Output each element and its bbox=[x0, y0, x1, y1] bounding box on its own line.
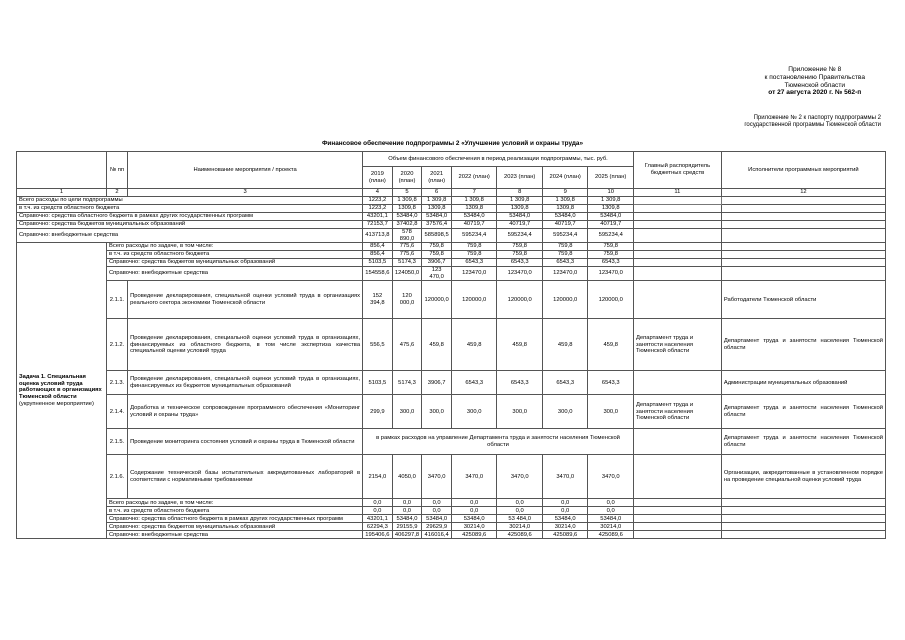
task-total-label: Справочно: средства бюджетов муниципальных образований bbox=[106, 523, 362, 531]
summary-value: 1309,8 bbox=[451, 205, 497, 213]
col-number: 5 bbox=[392, 189, 422, 197]
executor-cell bbox=[721, 197, 885, 205]
task-summary-row bbox=[17, 251, 886, 259]
summary-value: 37402,8 bbox=[392, 221, 422, 229]
task-total-value: 53484,0 bbox=[588, 515, 634, 523]
activity-value: 459,8 bbox=[422, 319, 452, 371]
summary-value: 1 309,8 bbox=[497, 197, 543, 205]
task-total-value: 0,0 bbox=[451, 507, 497, 515]
activity-executor: Администрации муниципальных образований bbox=[721, 371, 885, 395]
task-total-value: 425089,6 bbox=[451, 531, 497, 539]
summary-label: в т.ч. из средств областного бюджета bbox=[17, 205, 363, 213]
summary-value: 1223,2 bbox=[363, 197, 393, 205]
col-number: 9 bbox=[542, 189, 588, 197]
task-total-row bbox=[17, 523, 886, 531]
activity-value: 556,5 bbox=[363, 319, 393, 371]
task-total-value: 425089,6 bbox=[542, 531, 588, 539]
executor-cell bbox=[721, 213, 885, 221]
manager-cell bbox=[633, 221, 721, 229]
task-summary-value: 759,8 bbox=[451, 251, 497, 259]
task-total-value: 53484,0 bbox=[542, 515, 588, 523]
task-total-value: 0,0 bbox=[422, 499, 452, 507]
task-total-value: 30214,0 bbox=[588, 523, 634, 531]
manager-cell bbox=[633, 267, 721, 281]
summary-rows bbox=[17, 197, 886, 243]
task-summary-value: 6543,3 bbox=[588, 259, 634, 267]
task-summary-value: 5174,3 bbox=[392, 259, 422, 267]
passport-line1: Приложение № 2 к паспорту подпрограммы 2 bbox=[753, 115, 881, 121]
document-title: Финансовое обеспечение подпрограммы 2 «Улучшение условий и охраны труда» bbox=[321, 140, 584, 147]
header-volume: Объем финансового обеспечения в период реализации подпрограммы, тыс. руб. bbox=[363, 152, 634, 167]
executor-cell bbox=[721, 205, 885, 213]
summary-value: 53484,0 bbox=[392, 213, 422, 221]
activity-value: 459,8 bbox=[542, 319, 588, 371]
task-summary-label: Справочно: средства бюджетов муниципальных образований bbox=[106, 259, 362, 267]
task-total-value: 0,0 bbox=[422, 507, 452, 515]
task-rows bbox=[17, 243, 886, 539]
manager-cell bbox=[633, 243, 721, 251]
summary-value: 595234,4 bbox=[588, 229, 634, 243]
header-year: 2025 (план) bbox=[588, 167, 634, 189]
header-year: 2019 (план) bbox=[363, 167, 393, 189]
activity-name: Содержание технической базы испытательных аккредитованных лабораторий в соответствии с нормативными требованиями bbox=[128, 455, 363, 499]
task-total-value: 30214,0 bbox=[497, 523, 543, 531]
summary-label: Справочно: средства бюджетов муниципальных образований bbox=[17, 221, 363, 229]
activity-name: Проведение мониторинга состояния условий и охраны труда в Тюменской области bbox=[128, 429, 363, 455]
summary-value: 595234,4 bbox=[497, 229, 543, 243]
activity-executor: Организации, аккредитованные в установленном порядке на проведение специальной оценки условий труда bbox=[721, 455, 885, 499]
activity-value: 300,0 bbox=[392, 395, 422, 429]
task-total-value: 53484,0 bbox=[451, 515, 497, 523]
manager-cell bbox=[633, 229, 721, 243]
activity-executor: Департамент труда и занятости населения Тюменской области bbox=[721, 395, 885, 429]
task-total-value: 406297,8 bbox=[392, 531, 422, 539]
activity-value: 120000,0 bbox=[422, 281, 452, 319]
task-summary-value: 6543,3 bbox=[497, 259, 543, 267]
task-total-value: 0,0 bbox=[542, 507, 588, 515]
summary-value: 53484,0 bbox=[542, 213, 588, 221]
task-summary-value: 759,8 bbox=[588, 243, 634, 251]
task-title: Задача 1. Специальная оценка условий труда работающих в организациях Тюменской области bbox=[19, 374, 102, 401]
task-summary-value: 759,8 bbox=[588, 251, 634, 259]
task-total-row bbox=[17, 515, 886, 523]
appendix-region: Тюменской области bbox=[784, 81, 846, 89]
col-number: 3 bbox=[128, 189, 363, 197]
summary-value: 578 890,0 bbox=[392, 229, 422, 243]
header-year: 2024 (план) bbox=[542, 167, 588, 189]
task-total-value: 30214,0 bbox=[451, 523, 497, 531]
summary-value: 1309,8 bbox=[588, 205, 634, 213]
task-total-value: 0,0 bbox=[588, 507, 634, 515]
task-summary-value: 759,8 bbox=[497, 243, 543, 251]
executor-cell bbox=[721, 523, 885, 531]
task-total-value: 0,0 bbox=[451, 499, 497, 507]
header-blank bbox=[17, 152, 107, 189]
task-total-label: в т.ч. из средств областного бюджета bbox=[106, 507, 362, 515]
task-summary-row bbox=[17, 259, 886, 267]
manager-cell bbox=[633, 515, 721, 523]
task-summary-value: 775,6 bbox=[392, 243, 422, 251]
task-total-value: 0,0 bbox=[588, 499, 634, 507]
task-summary-label: Справочно: внебюджетные средства bbox=[106, 267, 362, 281]
task-summary-row bbox=[17, 267, 886, 281]
col-number: 8 bbox=[497, 189, 543, 197]
task-total-value: 0,0 bbox=[497, 507, 543, 515]
manager-cell bbox=[633, 251, 721, 259]
header-year: 2021 (план) bbox=[422, 167, 452, 189]
executor-cell bbox=[721, 221, 885, 229]
task-total-label: Справочно: внебюджетные средства bbox=[106, 531, 362, 539]
header-name: Наименование мероприятия / проекта bbox=[128, 152, 363, 189]
summary-value: 1 309,8 bbox=[451, 197, 497, 205]
executor-cell bbox=[721, 267, 885, 281]
header-executors: Исполнители программных мероприятий bbox=[721, 152, 885, 189]
passport-header bbox=[744, 115, 881, 130]
task-note: (укрупненное мероприятие) bbox=[19, 400, 94, 407]
summary-value: 53484,0 bbox=[422, 213, 452, 221]
summary-value: 1309,8 bbox=[542, 205, 588, 213]
summary-value: 43201,1 bbox=[363, 213, 393, 221]
header-year: 2020 (план) bbox=[392, 167, 422, 189]
activity-value: 120000,0 bbox=[588, 281, 634, 319]
summary-label: Всего расходы по цели подпрограммы bbox=[17, 197, 363, 205]
summary-row bbox=[17, 213, 886, 221]
task-total-value: 43201,1 bbox=[363, 515, 393, 523]
task-summary-value: 759,8 bbox=[451, 243, 497, 251]
activity-value: 6543,3 bbox=[451, 371, 497, 395]
summary-value: 1 309,8 bbox=[392, 197, 422, 205]
activity-row bbox=[17, 371, 886, 395]
header-no: № пп bbox=[106, 152, 127, 189]
summary-value: 40719,7 bbox=[542, 221, 588, 229]
summary-value: 1309,8 bbox=[497, 205, 543, 213]
activity-manager: Департамент труда и занятости населения Тюменской области bbox=[633, 319, 721, 371]
activity-manager: Департамент труда и занятости населения Тюменской области bbox=[633, 395, 721, 429]
activity-value: 3470,0 bbox=[451, 455, 497, 499]
activity-value: 459,8 bbox=[451, 319, 497, 371]
activity-manager bbox=[633, 371, 721, 395]
activity-value: 152 394,8 bbox=[363, 281, 393, 319]
task-total-label: Всего расходы по задаче, в том числе: bbox=[106, 499, 362, 507]
activity-value: 300,0 bbox=[542, 395, 588, 429]
task-summary-value: 6543,3 bbox=[451, 259, 497, 267]
manager-cell bbox=[633, 523, 721, 531]
activity-executor: Департамент труда и занятости населения Тюменской области bbox=[721, 429, 885, 455]
manager-cell bbox=[633, 259, 721, 267]
activity-merged-note: в рамках расходов на управление Департамента труда и занятости населения Тюменской области bbox=[363, 429, 634, 455]
task-total-value: 29629,9 bbox=[422, 523, 452, 531]
summary-row bbox=[17, 197, 886, 205]
activity-number: 2.1.1. bbox=[106, 281, 127, 319]
task-summary-value: 6543,3 bbox=[542, 259, 588, 267]
activity-manager bbox=[633, 455, 721, 499]
summary-value: 1 309,8 bbox=[588, 197, 634, 205]
executor-cell bbox=[721, 251, 885, 259]
finance-table bbox=[16, 151, 886, 539]
col-number: 7 bbox=[451, 189, 497, 197]
activity-value: 300,0 bbox=[451, 395, 497, 429]
activity-row bbox=[17, 319, 886, 371]
task-total-value: 416016,4 bbox=[422, 531, 452, 539]
activity-row bbox=[17, 395, 886, 429]
task-total-value: 29155,9 bbox=[392, 523, 422, 531]
activity-name: Проведение декларирования, специальной оценки условий труда в организациях реального сектора экономики Тюменской области bbox=[128, 281, 363, 319]
activity-row bbox=[17, 281, 886, 319]
task-total-value: 53484,0 bbox=[422, 515, 452, 523]
executor-cell bbox=[721, 259, 885, 267]
task-summary-value: 5103,5 bbox=[363, 259, 393, 267]
executor-cell bbox=[721, 499, 885, 507]
task-summary-label: в т.ч. из средств областного бюджета bbox=[106, 251, 362, 259]
task-total-value: 0,0 bbox=[363, 507, 393, 515]
header-year: 2023 (план) bbox=[497, 167, 543, 189]
summary-value: 1309,8 bbox=[422, 205, 452, 213]
activity-executor: Департамент труда и занятости населения Тюменской области bbox=[721, 319, 885, 371]
header-year: 2022 (план) bbox=[451, 167, 497, 189]
summary-value: 1223,2 bbox=[363, 205, 393, 213]
task-summary-row bbox=[17, 243, 886, 251]
task-total-value: 30214,0 bbox=[542, 523, 588, 531]
executor-cell bbox=[721, 229, 885, 243]
activity-number: 2.1.2. bbox=[106, 319, 127, 371]
activity-value: 300,0 bbox=[497, 395, 543, 429]
task-total-value: 425089,6 bbox=[588, 531, 634, 539]
task-summary-value: 123470,0 bbox=[451, 267, 497, 281]
activity-name: Доработка и техническое сопровождение программного обеспечения «Мониторинг условий и охраны труда» bbox=[128, 395, 363, 429]
summary-value: 40719,7 bbox=[451, 221, 497, 229]
col-number: 12 bbox=[721, 189, 885, 197]
appendix-header bbox=[765, 66, 866, 97]
activity-value: 120000,0 bbox=[542, 281, 588, 319]
activity-value: 3470,0 bbox=[422, 455, 452, 499]
summary-row bbox=[17, 221, 886, 229]
activity-value: 3470,0 bbox=[497, 455, 543, 499]
col-number: 4 bbox=[363, 189, 393, 197]
task-total-value: 62294,3 bbox=[363, 523, 393, 531]
task-total-value: 0,0 bbox=[363, 499, 393, 507]
task-label bbox=[17, 243, 107, 539]
activity-value: 3470,0 bbox=[542, 455, 588, 499]
manager-cell bbox=[633, 213, 721, 221]
appendix-number: Приложение № 8 bbox=[788, 66, 842, 73]
activity-value: 6543,3 bbox=[588, 371, 634, 395]
manager-cell bbox=[633, 507, 721, 515]
activity-value: 120000,0 bbox=[497, 281, 543, 319]
task-summary-value: 759,8 bbox=[497, 251, 543, 259]
task-total-value: 53484,0 bbox=[392, 515, 422, 523]
activity-value: 6543,3 bbox=[497, 371, 543, 395]
task-total-value: 0,0 bbox=[542, 499, 588, 507]
activity-value: 6543,3 bbox=[542, 371, 588, 395]
col-number: 11 bbox=[633, 189, 721, 197]
executor-cell bbox=[721, 243, 885, 251]
task-summary-value: 759,8 bbox=[422, 251, 452, 259]
summary-label: Справочно: внебюджетные средства bbox=[17, 229, 363, 243]
summary-value: 53484,0 bbox=[497, 213, 543, 221]
summary-row bbox=[17, 205, 886, 213]
task-summary-value: 124050,0 bbox=[392, 267, 422, 281]
task-summary-value: 154558,6 bbox=[363, 267, 393, 281]
summary-value: 53484,0 bbox=[588, 213, 634, 221]
activity-executor: Работодатели Тюменской области bbox=[721, 281, 885, 319]
task-summary-value: 123470,0 bbox=[542, 267, 588, 281]
activity-value: 2154,0 bbox=[363, 455, 393, 499]
executor-cell bbox=[721, 531, 885, 539]
task-summary-value: 759,8 bbox=[422, 243, 452, 251]
passport-line2: государственной программы Тюменской области bbox=[744, 122, 881, 129]
task-summary-value: 123470,0 bbox=[588, 267, 634, 281]
activity-value: 300,0 bbox=[422, 395, 452, 429]
task-total-row bbox=[17, 507, 886, 515]
task-summary-value: 856,4 bbox=[363, 243, 393, 251]
executor-cell bbox=[721, 515, 885, 523]
activity-number: 2.1.6. bbox=[106, 455, 127, 499]
activity-value: 459,8 bbox=[588, 319, 634, 371]
summary-value: 1 309,8 bbox=[422, 197, 452, 205]
summary-value: 1 309,8 bbox=[542, 197, 588, 205]
task-summary-value: 123470,0 bbox=[497, 267, 543, 281]
activity-number: 2.1.5. bbox=[106, 429, 127, 455]
summary-value: 53484,0 bbox=[451, 213, 497, 221]
summary-value: 595234,4 bbox=[451, 229, 497, 243]
task-total-value: 0,0 bbox=[497, 499, 543, 507]
task-summary-value: 856,4 bbox=[363, 251, 393, 259]
summary-row bbox=[17, 229, 886, 243]
activity-manager bbox=[633, 281, 721, 319]
activity-number: 2.1.3. bbox=[106, 371, 127, 395]
appendix-resolution: к постановлению Правительства bbox=[764, 73, 865, 81]
executor-cell bbox=[721, 507, 885, 515]
manager-cell bbox=[633, 197, 721, 205]
activity-number: 2.1.4. bbox=[106, 395, 127, 429]
activity-value: 300,0 bbox=[588, 395, 634, 429]
summary-value: 585898,5 bbox=[422, 229, 452, 243]
activity-value: 475,6 bbox=[392, 319, 422, 371]
activity-value: 5103,5 bbox=[363, 371, 393, 395]
manager-cell bbox=[633, 205, 721, 213]
activity-value: 120000,0 bbox=[451, 281, 497, 319]
activity-name: Проведение декларирования, специальной оценки условий труда в организациях, финансируемых из бюджетов муниципальных образований bbox=[128, 371, 363, 395]
task-total-label: Справочно: средства областного бюджета в рамках других государственных программ bbox=[106, 515, 362, 523]
activity-name: Проведение декларирования, специальной оценки условий труда в организациях, финансируемых из областного бюджета, в том числе экспертиза качества специальной оценки условий труда bbox=[128, 319, 363, 371]
activity-row bbox=[17, 455, 886, 499]
summary-value: 72153,7 bbox=[363, 221, 393, 229]
activity-value: 4050,0 bbox=[392, 455, 422, 499]
activity-row bbox=[17, 429, 886, 455]
summary-label: Справочно: средства областного бюджета в рамках других государственных программ bbox=[17, 213, 363, 221]
task-total-value: 0,0 bbox=[392, 507, 422, 515]
task-total-row bbox=[17, 499, 886, 507]
summary-value: 40719,7 bbox=[588, 221, 634, 229]
activity-value: 299,9 bbox=[363, 395, 393, 429]
activity-value: 5174,3 bbox=[392, 371, 422, 395]
appendix-date: от 27 августа 2020 г. № 562-п bbox=[768, 89, 862, 97]
col-number: 1 bbox=[17, 189, 107, 197]
task-summary-value: 759,8 bbox=[542, 251, 588, 259]
task-total-row bbox=[17, 531, 886, 539]
summary-value: 595234,4 bbox=[542, 229, 588, 243]
task-total-value: 425089,6 bbox=[497, 531, 543, 539]
activity-value: 120 000,0 bbox=[392, 281, 422, 319]
task-summary-value: 123 470,0 bbox=[422, 267, 452, 281]
summary-value: 413713,8 bbox=[363, 229, 393, 243]
manager-cell bbox=[633, 499, 721, 507]
activity-value: 459,8 bbox=[497, 319, 543, 371]
task-summary-value: 3906,7 bbox=[422, 259, 452, 267]
col-number: 2 bbox=[106, 189, 127, 197]
task-total-value: 53 484,0 bbox=[497, 515, 543, 523]
task-summary-value: 775,6 bbox=[392, 251, 422, 259]
summary-value: 1309,8 bbox=[392, 205, 422, 213]
task-summary-value: 759,8 bbox=[542, 243, 588, 251]
summary-value: 37576,4 bbox=[422, 221, 452, 229]
summary-value: 40719,7 bbox=[497, 221, 543, 229]
task-total-value: 0,0 bbox=[392, 499, 422, 507]
task-summary-label: Всего расходы по задаче, в том числе: bbox=[106, 243, 362, 251]
activity-manager bbox=[633, 429, 721, 455]
col-number: 6 bbox=[422, 189, 452, 197]
task-total-value: 195406,6 bbox=[363, 531, 393, 539]
header-manager: Главный распорядитель бюджетных средств bbox=[633, 152, 721, 189]
activity-value: 3906,7 bbox=[422, 371, 452, 395]
col-number: 10 bbox=[588, 189, 634, 197]
manager-cell bbox=[633, 531, 721, 539]
activity-value: 3470,0 bbox=[588, 455, 634, 499]
